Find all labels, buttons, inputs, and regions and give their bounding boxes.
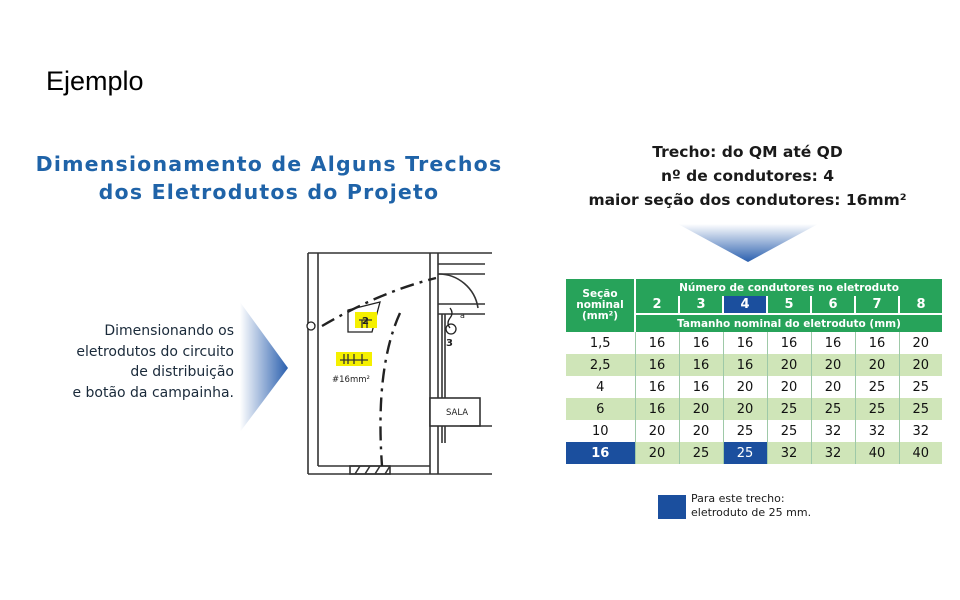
- table-row: [566, 398, 942, 420]
- value-cell: 32: [899, 420, 942, 442]
- outlet-icon: [307, 322, 315, 330]
- legend-swatch: [658, 495, 686, 519]
- section-header: [566, 279, 635, 332]
- value-cell: 20: [811, 354, 855, 376]
- value-cell: 16: [811, 332, 855, 354]
- floor-plan-drawing: [300, 248, 500, 478]
- section-header-line-1: Seção: [582, 288, 618, 300]
- table-row: [566, 376, 942, 398]
- value-cell: 32: [811, 442, 855, 464]
- value-cell: 32: [767, 442, 811, 464]
- value-cell: 20: [767, 376, 811, 398]
- label-2: 2: [362, 316, 369, 327]
- column-header: 6: [811, 296, 855, 314]
- value-cell: 16: [635, 332, 679, 354]
- section-label: #16mm²: [332, 375, 370, 385]
- value-cell: 20: [899, 332, 942, 354]
- label-3: 3: [446, 338, 453, 349]
- section-cell: 2,5: [566, 354, 635, 376]
- value-cell-selected: 25: [723, 442, 767, 464]
- description-line-2: eletrodutos do circuito: [76, 343, 234, 360]
- slide-title: Ejemplo: [46, 66, 144, 96]
- section-info: [560, 140, 935, 212]
- value-cell: 25: [767, 420, 811, 442]
- value-cell: 16: [723, 354, 767, 376]
- value-cell: 20: [855, 354, 899, 376]
- column-header: 3: [679, 296, 723, 314]
- value-cell: 16: [635, 398, 679, 420]
- section-info-line-3: maior seção dos condutores: 16mm²: [588, 191, 907, 209]
- room-label: SALA: [446, 408, 469, 418]
- left-chevron-arrow: [238, 302, 290, 432]
- section-cell: 4: [566, 376, 635, 398]
- value-cell: 25: [855, 376, 899, 398]
- value-cell: 16: [723, 332, 767, 354]
- value-cell: 20: [899, 354, 942, 376]
- value-cell: 25: [899, 398, 942, 420]
- conductors-header: Número de condutores no eletroduto: [635, 279, 942, 296]
- size-header: Tamanho nominal do eletroduto (mm): [635, 314, 942, 332]
- value-cell: 20: [811, 376, 855, 398]
- section-cell: 6: [566, 398, 635, 420]
- section-cell: 1,5: [566, 332, 635, 354]
- section-cell-selected: 16: [566, 442, 635, 464]
- legend-text: [691, 492, 811, 520]
- value-cell: 16: [679, 376, 723, 398]
- value-cell: 16: [679, 332, 723, 354]
- value-cell: 16: [679, 354, 723, 376]
- value-cell: 40: [855, 442, 899, 464]
- table-row: [566, 354, 942, 376]
- column-header: 5: [767, 296, 811, 314]
- section-header-line-2: nominal: [576, 299, 624, 311]
- column-header: 2: [635, 296, 679, 314]
- table-row: [566, 420, 942, 442]
- legend-line-2: eletroduto de 25 mm.: [691, 506, 812, 519]
- conduit-sizing-table: [566, 279, 942, 464]
- section-info-line-1: Trecho: do QM até QD: [652, 143, 843, 161]
- value-cell: 20: [679, 398, 723, 420]
- value-cell: 25: [679, 442, 723, 464]
- value-cell: 16: [635, 376, 679, 398]
- description-text: [20, 321, 234, 403]
- document-title-line-1: Dimensionamento de Alguns Trechos: [35, 152, 503, 176]
- value-cell: 25: [811, 398, 855, 420]
- document-title-line-2: dos Eletrodutos do Projeto: [98, 180, 440, 204]
- description-line-1: Dimensionando os: [104, 323, 234, 339]
- value-cell: 25: [767, 398, 811, 420]
- table-row: [566, 332, 942, 354]
- value-cell: 25: [899, 376, 942, 398]
- value-cell: 16: [635, 354, 679, 376]
- value-cell: 16: [767, 332, 811, 354]
- table-row-selected: [566, 442, 942, 464]
- value-cell: 32: [855, 420, 899, 442]
- section-info-line-2: nº de condutores: 4: [661, 167, 834, 185]
- value-cell: 32: [811, 420, 855, 442]
- column-header: 7: [855, 296, 899, 314]
- value-cell: 20: [635, 442, 679, 464]
- value-cell: 16: [855, 332, 899, 354]
- column-header: 8: [899, 296, 942, 314]
- column-header-selected: 4: [723, 296, 767, 314]
- bell-button-icon: [446, 324, 456, 334]
- label-a: a: [460, 311, 465, 320]
- description-line-4: e botão da campainha.: [72, 384, 234, 401]
- value-cell: 20: [723, 398, 767, 420]
- legend-line-1: Para este trecho:: [691, 492, 785, 505]
- value-cell: 40: [899, 442, 942, 464]
- section-cell: 10: [566, 420, 635, 442]
- value-cell: 20: [679, 420, 723, 442]
- value-cell: 25: [723, 420, 767, 442]
- value-cell: 20: [723, 376, 767, 398]
- value-cell: 20: [767, 354, 811, 376]
- section-header-line-3: (mm²): [581, 310, 619, 322]
- value-cell: 20: [635, 420, 679, 442]
- value-cell: 25: [855, 398, 899, 420]
- document-title: [14, 150, 524, 206]
- description-line-3: de distribuição: [130, 364, 234, 380]
- down-chevron-arrow: [678, 222, 818, 264]
